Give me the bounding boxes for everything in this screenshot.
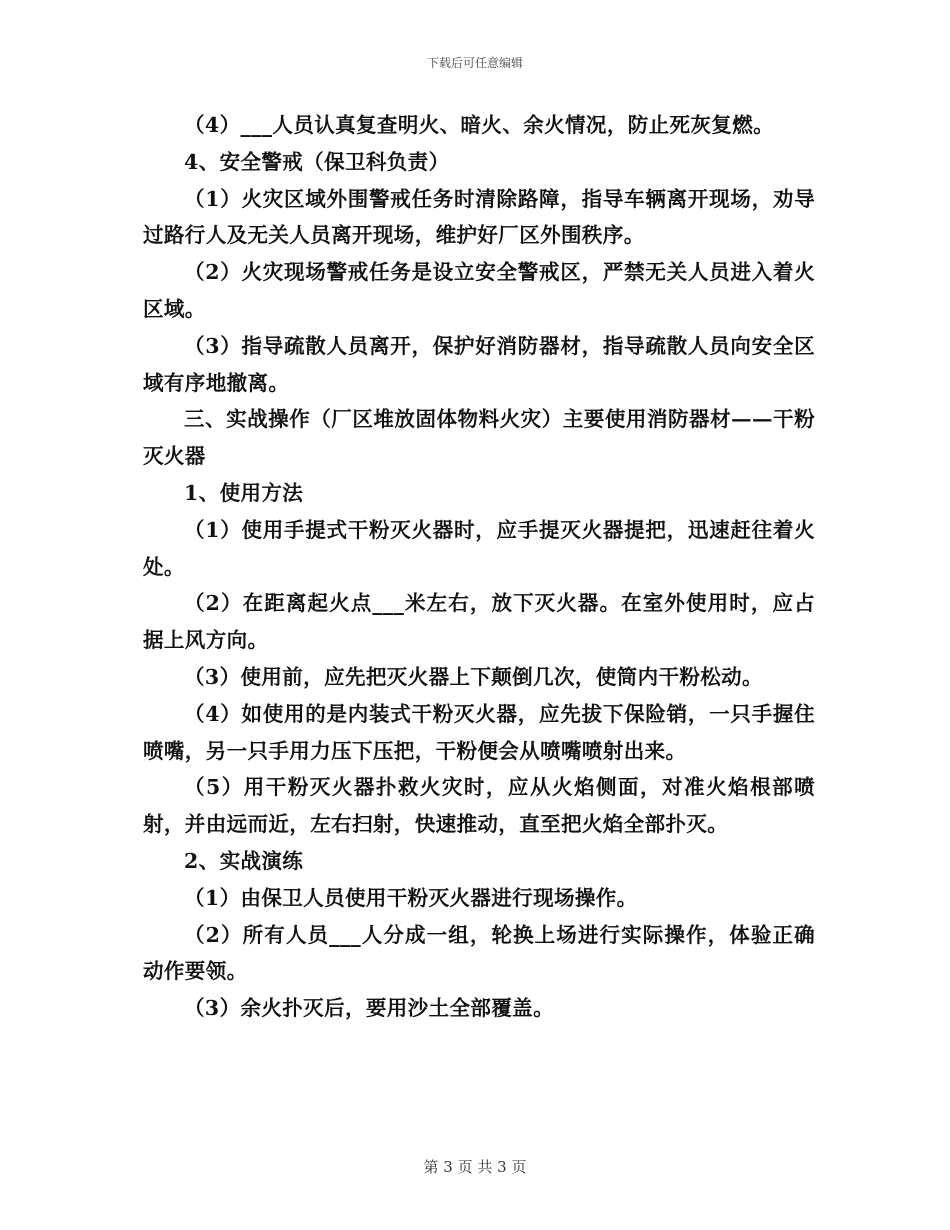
paragraph-drill-2: （2）所有人员___人分成一组，轮换上场进行实际操作，体验正确动作要领。 xyxy=(143,922,815,984)
page-number: 第 3 页 共 3 页 xyxy=(423,1158,527,1176)
paragraph-drill-3: （3）余火扑灭后，要用沙土全部覆盖。 xyxy=(184,996,554,1021)
paragraph-cordon-2: （2）火灾现场警戒任务是设立安全警戒区，严禁无关人员进入着火区域。 xyxy=(143,260,815,321)
document-body xyxy=(143,107,815,1027)
heading-section-three: 三、实战操作（厂区堆放固体物料火灾）主要使用消防器材——干粉灭火器 xyxy=(143,407,815,469)
page-header: 下载后可任意编辑 xyxy=(426,56,523,70)
paragraph-usage-2: （2）在距离起火点___米左右，放下灭火器。在室外使用时，应占据上风方向。 xyxy=(143,591,815,653)
paragraph-cordon-1: （1）火灾区域外围警戒任务时清除路障，指导车辆离开现场，劝导过路行人及无关人员离开现场，维护好厂区外围秩序。 xyxy=(143,186,815,248)
paragraph-usage-5: （5）用干粉灭火器扑救火灾时，应从火焰侧面，对准火焰根部喷射，并由远而近，左右扫射，快速推动，直至把火焰全部扑灭。 xyxy=(143,775,815,837)
paragraph-step-4-recheck: （4）___人员认真复查明火、暗火、余火情况，防止死灰复燃。 xyxy=(184,113,775,137)
heading-drill: 2、实战演练 xyxy=(184,848,304,873)
paragraph-usage-1: （1）使用手提式干粉灭火器时，应手提灭火器提把，迅速赶往着火处。 xyxy=(143,517,815,579)
heading-usage-method: 1、使用方法 xyxy=(184,480,304,505)
paragraph-usage-3: （3）使用前，应先把灭火器上下颠倒几次，使筒内干粉松动。 xyxy=(184,664,763,689)
paragraph-drill-1: （1）由保卫人员使用干粉灭火器进行现场操作。 xyxy=(184,885,638,910)
paragraph-cordon-3: （3）指导疏散人员离开，保护好消防器材，指导疏散人员向安全区域有序地撤离。 xyxy=(143,333,815,395)
paragraph-usage-4: （4）如使用的是内装式干粉灭火器，应先拔下保险销，一只手握住喷嘴，另一只手用力压下压把，干粉便会从喷嘴喷射出来。 xyxy=(143,701,815,763)
heading-security-cordon: 4、安全警戒（保卫科负责） xyxy=(184,149,450,174)
